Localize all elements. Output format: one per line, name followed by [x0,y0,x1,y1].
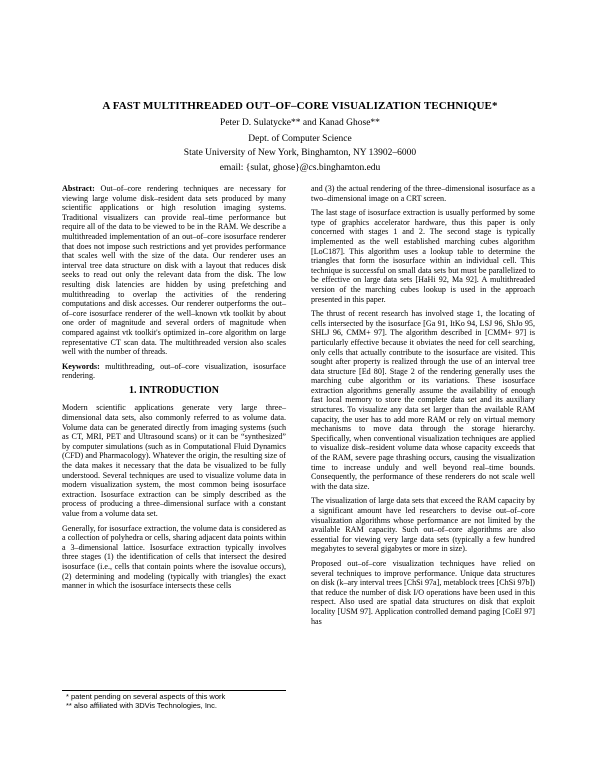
intro-paragraph-4: The last stage of isosurface extraction is usually performed by some type of graphics accelerator hardware, thus this paper is only concerned with stages 1 and 2. The second stage is typically implemented as the well established marching cubes algorithm [LoC187]. This algorithm uses a lookup table to determine the triangles that form the isosurface within an individual cell. This technique is successful on small data sets but must be parallelized to be effective on large data sets [HaHi 92, Ma 92]. A multithreaded version of the marching cubes lookup is used in the approach presented in this paper. [311,208,535,304]
intro-paragraph-1: Modern scientific applications generate very large three–dimensional data sets, also commonly referred to as volume data. Volume data can be generated directly from imaging systems (such as CT, MRI, PET and Ultrasound scans) or it can be “synthesized” by computer simulations (such as in Computational Fluid Dynamics (CFD) and Pharmacology). Whatever the origin, the resulting size of the data makes it necessary that the data be visualized to be fully understood. Several techniques are used to visualize volume data in modern visualization system, the most common being isosurface extraction. Isosurface extraction can be simply described as the process of producing a three–dimensional surface with a constant value from a volume data set. [62,403,286,518]
footnote-affiliation: ** also affiliated with 3DVis Technologies, Inc. [66,701,217,710]
paper-authors: Peter D. Sulatycke** and Kanad Ghose** [220,118,380,128]
author-department: Dept. of Computer Science [248,134,352,144]
abstract-label: Abstract: [62,184,95,193]
left-column [62,184,286,596]
section-heading-introduction: 1. INTRODUCTION [128,384,219,396]
keywords-label: Keywords: [62,361,100,371]
author-university: State University of New York, Binghamton, NY 13902–6000 [183,148,417,158]
intro-paragraph-6: The visualization of large data sets that exceed the RAM capacity by a significant amount have led researchers to devise out–of–core visualization algorithms whose performance are not limited by the available RAM capacity. Such out–of–core algorithms are also essential for viewing very large data sets (typically a few hundred megabytes to several gigabytes or more in size). [311,496,535,554]
keywords-text: multithreading, out–of–core visualization, isosurface rendering. [62,361,286,381]
footnotes [62,690,286,710]
keywords-paragraph [62,362,286,381]
intro-paragraph-2: Generally, for isosurface extraction, the volume data is considered as a collection of polyhedra or cells, sharing adjacent data points within a 3–dimensional lattice. Isosurface extraction typically involves three stages (1) the identification of cells that intersect the desired isosurface (i.e., cells that contain points where the isovalue occurs), (2) determining and modeling (typically with triangles) the exact manner in which the isosurface intersects these cells [62,523,286,591]
right-column [311,184,535,631]
intro-paragraph-3: and (3) the actual rendering of the three–dimensional isosurface as a two–dimensional image on a CRT screen. [311,184,535,203]
abstract-paragraph [62,184,286,357]
paper-title: A FAST MULTITHREADED OUT–OF–CORE VISUALIZATION TECHNIQUE* [102,100,498,112]
footnote-patent: * patent pending on several aspects of this work [66,692,226,701]
abstract-text: Out–of–core rendering techniques are necessary for viewing large volume disk–resident data sets produced by many scientific applications or high resolution imaging systems. Traditional visualizers can provide real–time performance but require all of the data to be viewed to be in the RAM. We describe a multithreaded implementation of an out–of–core isosurface renderer that does not impose such restrictions and yet provides performance that scales well with the size of the data. Our renderer uses an interval tree data structure on disk with a layout that reduces disk seeks to read out only the relevant data from the disk. The low resulting disk latencies are hidden by using prefetching and multithreading to overlap the activities of the rendering computations and disk accesses. Our renderer outperforms the out–of–core isosurface renderer of the well–known vtk toolkit by about one order of magnitude and several orders of magnitude when compared against vtk toolkit's optimized in–core algorithm on large representative CT scan data. The multithreaded version also scales well with the number of threads. [62,184,287,357]
author-email: email: {sulat, ghose}@cs.binghamton.edu [219,163,381,173]
intro-paragraph-7: Proposed out–of–core visualization techniques have relied on several techniques to improve performance. Unique data structures on disk (k–ary interval trees [ChSi 97a], metablock trees [ChSi 97b]) that reduce the number of disk I/O operations have been used in this respect. Also used are spatial data structures on disk that exploit locality [USM 97]. Application controlled demand paging [CoEl 97] has [311,558,535,626]
intro-paragraph-5: The thrust of recent research has involved stage 1, the locating of cells intersected by the isosurface [Ga 91, ItKo 94, LSJ 96, ShJo 95, SHLJ 96, CMM+ 97]. The algorithm described in [CMM+ 97] is particularly effective because it obviates the need for cell searching, only cells that actually contribute to the isosurface are visited. This sought after property is realized through the use of an interval tree data structure [Ed 80]. Stage 2 of the rendering generally uses the marching cube algorithm or its variations. These isosurface extraction algorithms generally assume the availability of enough fast local memory to store the complete data set and its auxiliary structures. To visualize any data set larger than the available RAM capacity, the user has to add more RAM or rely on virtual memory mechanisms to move data through the storage hierarchy. Specifically, when conventional visualization techniques are applied to visualize disk–resident volume data whose capacity exceeds that of the RAM, severe page thrashing occurs, causing the visualization time to increase unduly and well beyond real–time bounds. Consequently, the performance of these renderers do not scale well with the data size. [311,309,535,491]
